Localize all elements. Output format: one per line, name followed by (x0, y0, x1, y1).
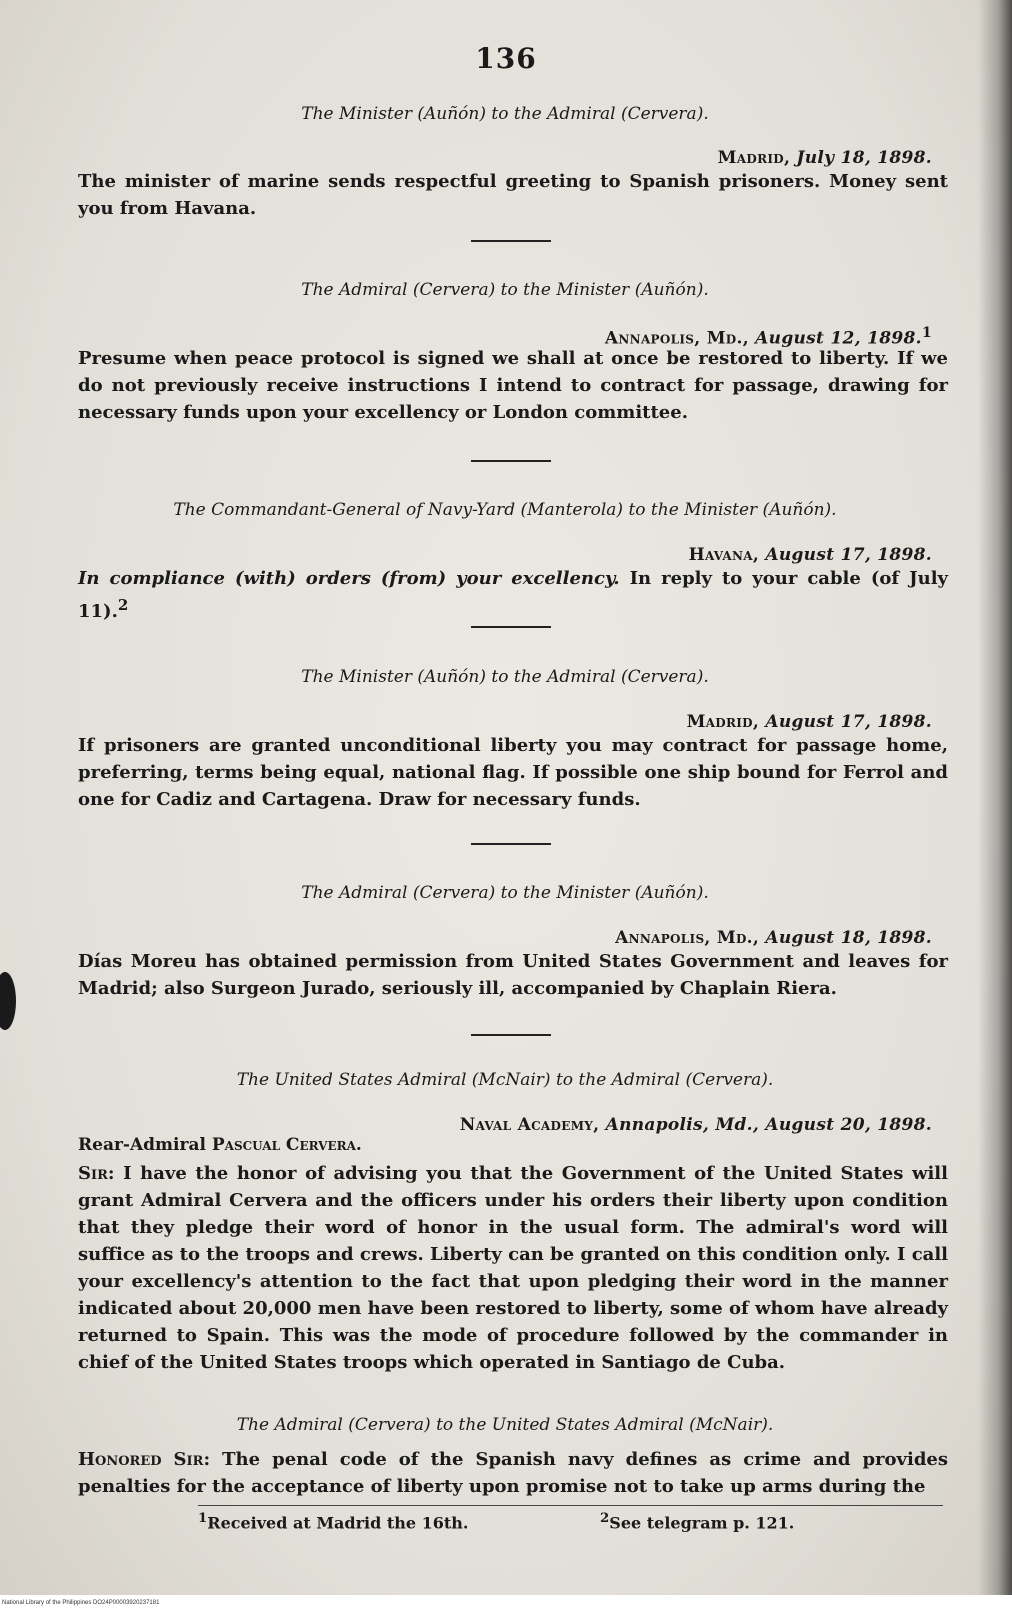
section-heading: The Minister (Auñón) to the Admiral (Cervera). (301, 104, 709, 124)
dateline-date: August 17, 1898. (765, 545, 932, 565)
section-heading: The Minister (Auñón) to the Admiral (Cervera). (301, 667, 709, 687)
dateline-date: July 18, 1898. (796, 148, 932, 168)
footnote (198, 1510, 468, 1532)
dateline-date: Annapolis, Md., August 20, 1898. (605, 1115, 932, 1135)
message-body (78, 565, 948, 625)
dateline-place: Havana, (688, 545, 760, 565)
section-divider (471, 843, 551, 845)
dateline-date: August 17, 1898. (765, 712, 932, 732)
footnote-mark: 2 (600, 1510, 610, 1526)
section-divider (471, 626, 551, 628)
section-heading: The United States Admiral (McNair) to the Admiral (Cervera). (236, 1070, 774, 1090)
addressee (78, 1135, 362, 1155)
dateline (689, 545, 932, 565)
dateline-place: Madrid, (717, 148, 791, 168)
page-number: 136 (475, 42, 537, 75)
page-edge-shadow (978, 0, 1012, 1595)
message-body (78, 1160, 948, 1376)
section-divider (471, 1034, 551, 1036)
salutation: Sir: (78, 1163, 115, 1184)
scan-binding-mark (0, 972, 16, 1030)
addressee-name: Pascual Cervera. (211, 1135, 362, 1155)
message-body: The minister of marine sends respectful greeting to Spanish prisoners. Money sent you from Havana. (78, 171, 948, 219)
salutation: Honored Sir: (78, 1449, 211, 1470)
dateline-place: Naval Academy, (459, 1115, 600, 1135)
message-body: If prisoners are granted unconditional liberty you may contract for passage home, preferring, terms being equal, national flag. If possible one ship bound for Ferrol and one for Cadiz and Cartagena. Draw for necessary funds. (78, 735, 948, 810)
dateline-place: Madrid, (686, 712, 760, 732)
section-divider (471, 460, 551, 462)
footnote-text: See telegram p. 121. (609, 1513, 795, 1533)
addressee-title: Rear-Admiral (78, 1135, 206, 1155)
message-body: Presume when peace protocol is signed we shall at once be restored to liberty. If we do not previously receive instructions I intend to contract for passage, drawing for necessary funds upon your excellency or London committee. (78, 348, 948, 423)
dateline-date: August 18, 1898. (765, 928, 932, 948)
section-heading: The Admiral (Cervera) to the United States Admiral (McNair). (236, 1415, 774, 1435)
dateline-date: August 12, 1898. (755, 328, 922, 349)
message-body-text: In reply to your cable (of July 11). (78, 568, 948, 622)
message-body: Días Moreu has obtained permission from United States Government and leaves for Madrid; also Surgeon Jurado, seriously ill, accompanied by Chaplain Riera. (78, 951, 948, 999)
dateline-place: Annapolis, Md., (604, 328, 749, 349)
footnote-divider (198, 1505, 943, 1506)
dateline (718, 148, 932, 168)
dateline (615, 928, 932, 948)
message-body-text: The penal code of the Spanish navy defines as crime and provides penalties for the acceptance of liberty upon promise not to take up arms during the (78, 1449, 948, 1497)
scan-credit: National Library of the Philippines DO24P00003920237181 (2, 1600, 160, 1606)
section-heading: The Commandant-General of Navy-Yard (Manterola) to the Minister (Auñón). (173, 500, 837, 520)
footnote-text: Received at Madrid the 16th. (207, 1513, 469, 1533)
section-heading: The Admiral (Cervera) to the Minister (Auñón). (301, 883, 709, 903)
footnote-mark: 1 (198, 1510, 208, 1526)
dateline (460, 1115, 932, 1135)
section-heading: The Admiral (Cervera) to the Minister (Auñón). (301, 280, 709, 300)
message-body (78, 1446, 948, 1500)
section-divider (471, 240, 551, 242)
dateline (687, 712, 932, 732)
footnote (600, 1510, 794, 1532)
message-body-text: I have the honor of advising you that the Government of the United States will grant Admiral Cervera and the officers under his orders their liberty upon condition that they pledge their word of honor in the usual form. The admiral's word will suffice as to the troops and crews. Liberty can be granted on this condition only. I call your excellency's attention to the fact that upon pledging their word in the manner indicated about 20,000 men have been restored to liberty, some of whom have already returned to Spain. This was the mode of procedure followed by the commander in chief of the United States troops which operated in Santiago de Cuba. (78, 1163, 948, 1373)
message-body-italic: In compliance (with) orders (from) your excellency. (78, 568, 620, 589)
footnote-mark: 2 (117, 596, 129, 614)
dateline-place: Annapolis, Md., (615, 928, 760, 948)
footnote-mark: 1 (921, 325, 932, 341)
